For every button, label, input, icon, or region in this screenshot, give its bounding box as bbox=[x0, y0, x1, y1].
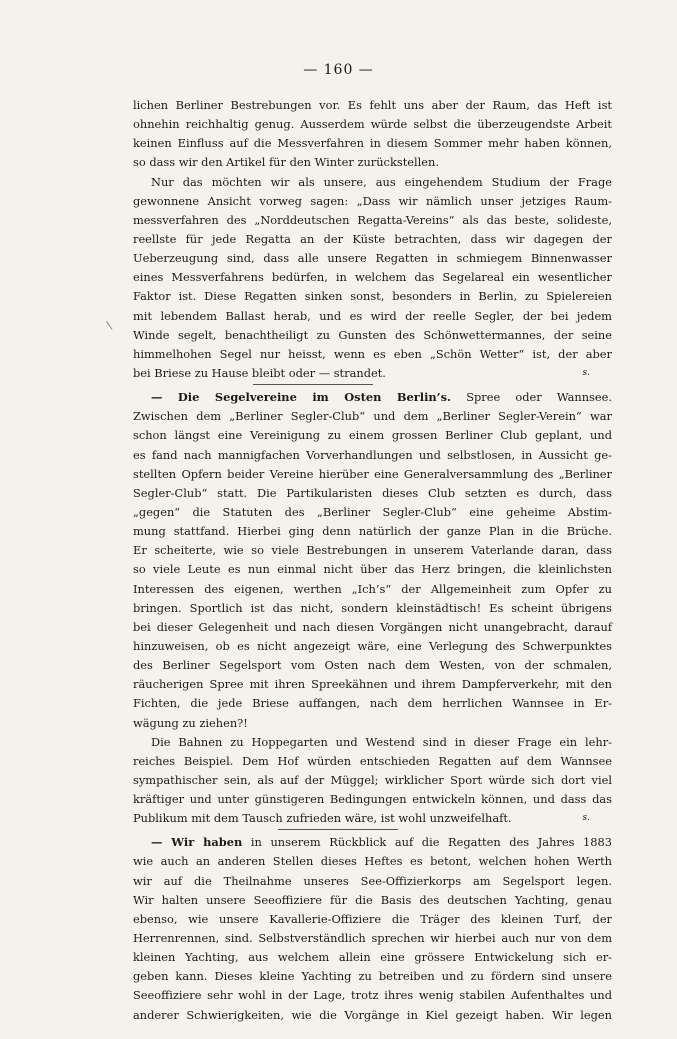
text-line: so viele Leute es nun einmal nicht über das Herz bringen, die kleinlichsten bbox=[133, 562, 612, 577]
text-line: Zwischen dem „Berliner Segler-Club“ und dem „Berliner Segler-Verein“ war bbox=[133, 409, 612, 424]
text-line: mung stattfand. Hierbei ging denn natürlich der ganze Plan in die Brüche. bbox=[133, 524, 612, 539]
text-line: „gegen“ die Statuten des „Berliner Segler-Club“ eine geheime Abstim- bbox=[133, 504, 612, 519]
text-line: eines Messverfahrens bedürfen, in welchem das Segelareal ein wesentlicher bbox=[133, 270, 612, 285]
text-line: anderer Schwierigkeiten, wie die Vorgänge in Kiel gezeigt haben. Wir legen bbox=[133, 1007, 612, 1022]
text-line: reiches Beispiel. Dem Hof würden entschieden Regatten auf dem Wannsee bbox=[133, 753, 612, 768]
text-line: gewonnene Ansicht vorweg sagen: „Dass wir nämlich unser jetziges Raum- bbox=[133, 193, 612, 208]
text-line: bei Briese zu Hause bleibt oder — strandet. s. bbox=[133, 364, 612, 383]
section-divider bbox=[253, 384, 373, 385]
text-line: wägung zu ziehen?! bbox=[133, 715, 248, 730]
text-line: keinen Einfluss auf die Messverfahren in diesem Sommer mehr haben können, bbox=[133, 136, 612, 151]
text-line: Ueberzeugung sind, dass alle unsere Regatten in schmiegem Binnenwasser bbox=[133, 251, 612, 266]
margin-pencil-mark bbox=[106, 316, 119, 329]
text-line: ohnehin reichhaltig genug. Ausserdem würde selbst die überzeugendste Arbeit bbox=[133, 117, 612, 132]
text-line: messverfahren des „Norddeutschen Regatta-Vereins“ als das beste, solideste, bbox=[133, 212, 612, 227]
text-line: Wir halten unsere Seeoffiziere für die Basis des deutschen Yachting, genau bbox=[133, 892, 612, 907]
text-line: schon längst eine Vereinigung zu einem grossen Berliner Club geplant, und bbox=[133, 428, 612, 443]
text-line: kräftiger und unter günstigeren Bedingungen entwickeln können, und dass das bbox=[133, 792, 612, 807]
text-line: reellste für jede Regatta an der Küste betrachten, dass wir dagegen der bbox=[133, 231, 612, 246]
text-line: Interessen des eigenen, werthen „Ich’s“ der Allgemeinheit zum Opfer zu bbox=[133, 581, 612, 596]
text-line: wir auf die Theilnahme unseres See-Offizierkorps am Segelsport legen. bbox=[133, 873, 612, 888]
text-line: Winde segelt, benachtheiligt zu Gunsten des Schönwettermannes, der seine bbox=[133, 327, 612, 342]
text-line: kleinen Yachting, aus welchem allein eine grössere Entwickelung sich er- bbox=[133, 950, 612, 965]
text-line: Herrenrennen, sind. Selbstverständlich sprechen wir hierbei auch nur von dem bbox=[133, 931, 612, 946]
text-line: Nur das möchten wir als unsere, aus eingehendem Studium der Frage bbox=[151, 174, 612, 189]
text-line: ebenso, wie unsere Kavallerie-Offiziere die Träger des kleinen Turf, der bbox=[133, 911, 612, 926]
text-line: lichen Berliner Bestrebungen vor. Es fehlt uns aber der Raum, das Heft ist bbox=[133, 98, 612, 112]
text-line: Er scheiterte, wie so viele Bestrebungen in unserem Vaterlande daran, dass bbox=[133, 543, 612, 558]
text-line: es fand nach mannigfachen Vorverhandlungen und selbstlosen, in Aussicht ge- bbox=[133, 447, 612, 462]
text-line: himmelhohen Segel nur heisst, wenn es eben „Schön Wetter“ ist, der aber bbox=[133, 346, 612, 361]
text-line: Die Bahnen zu Hoppegarten und Westend sind in dieser Frage ein lehr- bbox=[151, 734, 612, 749]
text-line: sympathischer sein, als auf der Müggel; wirklicher Sport würde sich dort viel bbox=[133, 772, 612, 787]
text-line: bringen. Sportlich ist das nicht, sondern kleinstädtisch! Es scheint übrigens bbox=[133, 600, 612, 615]
section-heading: — Wir haben bbox=[151, 835, 243, 850]
section-signature: s. bbox=[582, 813, 590, 824]
text-line: des Berliner Segelsport vom Osten nach dem Westen, von der schmalen, bbox=[133, 658, 612, 673]
section-divider bbox=[278, 829, 398, 830]
page-number: — 160 — bbox=[303, 62, 374, 78]
section-heading: — Die Segelvereine im Osten Berlin’s. bbox=[151, 390, 452, 405]
text-line: geben kann. Dieses kleine Yachting zu betreiben und zu fördern sind unsere bbox=[133, 969, 612, 984]
text-line: stellten Opfern beider Vereine hierüber eine Generalversammlung des „Berliner bbox=[133, 466, 612, 481]
text-line: Faktor ist. Diese Regatten sinken sonst, besonders in Berlin, zu Spielereien bbox=[133, 289, 612, 304]
text-line: wie auch an anderen Stellen dieses Heftes es betont, welchen hohen Werth bbox=[133, 854, 612, 869]
section-signature: s. bbox=[582, 367, 590, 378]
text-line: Publikum mit dem Tausch zufrieden wäre, ist wohl unzweifelhaft. s. bbox=[133, 809, 612, 828]
text-line: räucherigen Spree mit ihren Spreekähnen und ihrem Dampferverkehr, mit den bbox=[133, 677, 612, 692]
text-line: — Wir haben in unserem Rückblick auf die Regatten des Jahres 1883 bbox=[151, 835, 612, 850]
text-line: — Die Segelvereine im Osten Berlin’s. Spree oder Wannsee. bbox=[151, 390, 613, 405]
text-line: mit lebendem Ballast herab, und es wird der reelle Segler, der bei jedem bbox=[133, 308, 612, 323]
text-line: so dass wir den Artikel für den Winter zurückstellen. bbox=[133, 155, 439, 170]
text-line: Seeoffiziere sehr wohl in der Lage, trotz ihres wenig stabilen Aufenthaltes und bbox=[133, 988, 612, 1003]
text-line: bei dieser Gelegenheit und nach diesen Vorgängen nicht unangebracht, darauf bbox=[133, 619, 612, 634]
text-line: Segler-Club“ statt. Die Partikularisten dieses Club setzten es durch, dass bbox=[133, 485, 612, 500]
page-body-text bbox=[133, 96, 612, 1025]
text-line: hinzuweisen, ob es nicht angezeigt wäre, eine Verlegung des Schwerpunktes bbox=[133, 638, 612, 653]
text-line: Fichten, die jede Briese auffangen, nach dem herrlichen Wannsee in Er- bbox=[133, 696, 612, 711]
